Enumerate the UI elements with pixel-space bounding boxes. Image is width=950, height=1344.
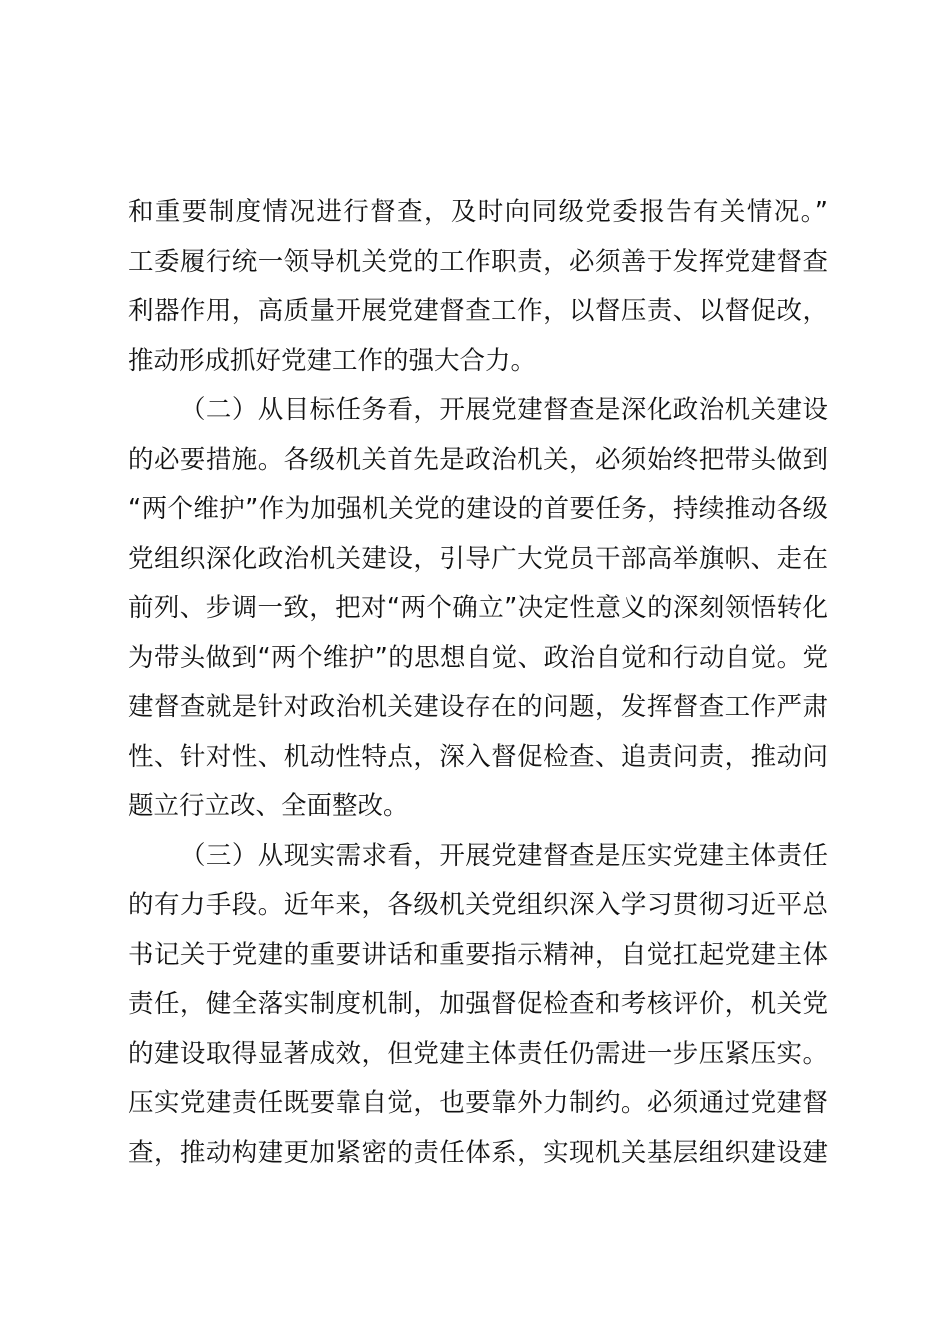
text-line: 推动形成抓好党建工作的强大合力。	[128, 345, 537, 376]
text-line: 压实党建责任既要靠自觉，也要靠外力制约。必须通过党建督	[128, 1088, 828, 1118]
text-line: “两个维护”作为加强机关党的建设的首要任务，持续推动各级	[128, 494, 828, 524]
body-text	[128, 188, 828, 1178]
paragraph-start-line: （二）从目标任务看，开展党建督查是深化政治机关建设	[180, 395, 828, 425]
text-line: 的有力手段。近年来，各级机关党组织深入学习贯彻习近平总	[128, 890, 828, 920]
text-line: 查，推动构建更加紧密的责任体系，实现机关基层组织建设建	[128, 1137, 828, 1168]
text-line: 和重要制度情况进行督查，及时向同级党委报告有关情况。”	[128, 197, 828, 227]
text-line: 利器作用，高质量开展党建督查工作，以督压责、以督促改，	[128, 296, 828, 326]
text-line: 题立行立改、全面整改。	[128, 791, 409, 821]
text-line: 书记关于党建的重要讲话和重要指示精神，自觉扛起党建主体	[128, 939, 828, 970]
text-line: 性、针对性、机动性特点，深入督促检查、追责问责，推动问	[128, 741, 828, 772]
text-line: 的建设取得显著成效，但党建主体责任仍需进一步压紧压实。	[128, 1038, 828, 1069]
text-line: 为带头做到“两个维护”的思想自觉、政治自觉和行动自觉。党	[128, 642, 828, 673]
text-line: 责任，健全落实制度机制，加强督促检查和考核评价，机关党	[128, 989, 828, 1019]
text-line: 工委履行统一领导机关党的工作职责，必须善于发挥党建督查	[128, 246, 828, 277]
text-line: 党组织深化政治机关建设，引导广大党员干部高举旗帜、走在	[128, 543, 828, 574]
text-line: 前列、步调一致，把对“两个确立”决定性意义的深刻领悟转化	[128, 593, 828, 623]
paragraph-start-line: （三）从现实需求看，开展党建督查是压实党建主体责任	[180, 840, 828, 871]
text-line: 的必要措施。各级机关首先是政治机关，必须始终把带头做到	[128, 444, 828, 475]
text-line: 建督查就是针对政治机关建设存在的问题，发挥督查工作严肃	[128, 692, 828, 722]
